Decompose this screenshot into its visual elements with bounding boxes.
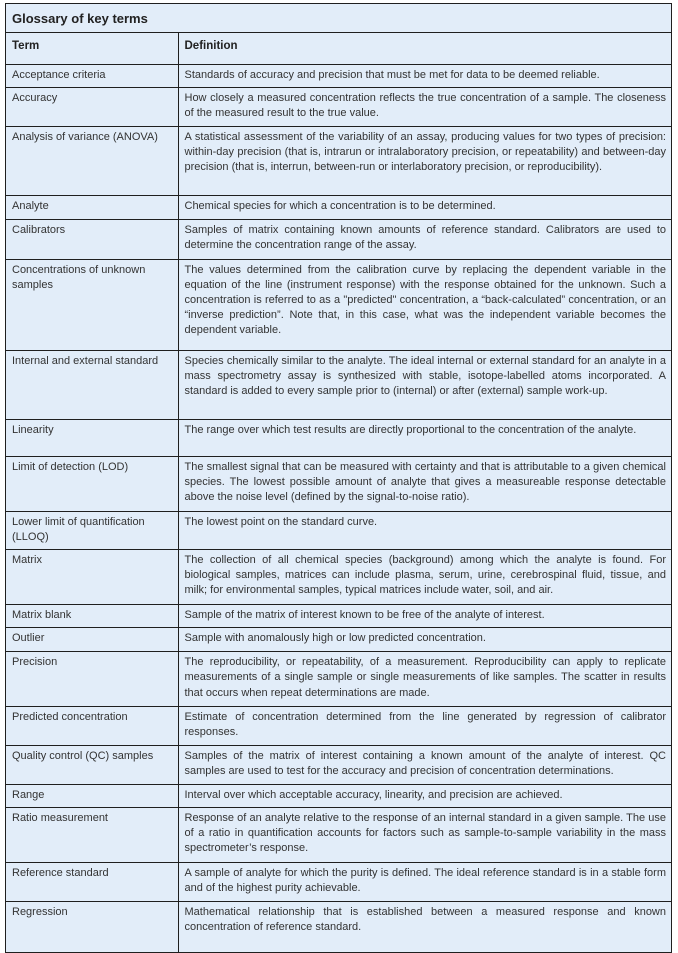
term-cell: Range xyxy=(6,784,178,807)
term-cell: Acceptance criteria xyxy=(6,65,178,88)
table-row xyxy=(6,745,671,784)
definition-cell: Sample of the matrix of interest known to be free of the analyte of interest. xyxy=(178,605,671,628)
term-cell: Matrix xyxy=(6,550,178,605)
definition-cell: The reproducibility, or repeatability, of a measurement. Reproducibility can apply to replicate measurements of a single sample or single measurements of like samples. The scatter in results that occurs when repeat determinations are made. xyxy=(178,652,671,707)
table-row xyxy=(6,511,671,549)
table-row xyxy=(6,784,671,807)
term-cell: Concentrations of unknown samples xyxy=(6,259,178,350)
term-cell: Reference standard xyxy=(6,862,178,901)
definition-cell: How closely a measured concentration reflects the true concentration of a sample. The closeness of the measured result to the true value. xyxy=(178,88,671,126)
term-cell: Ratio measurement xyxy=(6,807,178,862)
table-row xyxy=(6,65,671,88)
definition-cell: Mathematical relationship that is established between a measured response and known concentration of reference standard. xyxy=(178,901,671,952)
glossary-title: Glossary of key terms xyxy=(6,4,671,33)
term-cell: Outlier xyxy=(6,628,178,652)
term-cell: Predicted concentration xyxy=(6,707,178,745)
definition-cell: Species chemically similar to the analyte. The ideal internal or external standard for an analyte in a mass spectrometry assay is synthesized with stable, isotope-labelled atoms incorporated. A standard is added to every sample prior to (internal) or after (external) sample work-up. xyxy=(178,350,671,419)
table-row xyxy=(6,350,671,419)
definition-cell: Samples of matrix containing known amounts of reference standard. Calibrators are used to determine the concentration range of the assay. xyxy=(178,219,671,259)
term-cell: Analysis of variance (ANOVA) xyxy=(6,126,178,195)
definition-cell: The values determined from the calibration curve by replacing the dependent variable in the equation of the line (instrument response) with the response obtained for the unknown. Such a concentration is referred to as a "predicted" concentration, a “back-calculated” concentration, or an “inverse prediction”. Note that, in this case, what was the independent variable becomes the dependent variable. xyxy=(178,259,671,350)
definition-cell: A statistical assessment of the variability of an assay, producing values for two types of precision: within-day precision (that is, intrarun or intralaboratory precision, or repeatability) and between-day precision (that is, interrun, between-run or interlaboratory precision, or reproducibility). xyxy=(178,126,671,195)
glossary-box xyxy=(5,3,672,953)
definition-cell: The smallest signal that can be measured with certainty and that is attributable to a given chemical species. The lowest possible amount of analyte that gives a measureable response detectable above the noise level (defined by the signal-to-noise ratio). xyxy=(178,456,671,511)
term-cell: Internal and external standard xyxy=(6,350,178,419)
term-cell: Limit of detection (LOD) xyxy=(6,456,178,511)
header-definition: Definition xyxy=(184,40,238,52)
table-row xyxy=(6,652,671,707)
definition-cell: Estimate of concentration determined from the line generated by regression of calibrator responses. xyxy=(178,707,671,745)
table-row xyxy=(6,807,671,862)
term-cell: Regression xyxy=(6,901,178,952)
glossary-rows xyxy=(6,65,671,953)
table-row xyxy=(6,550,671,605)
table-row xyxy=(6,901,671,952)
term-cell: Accuracy xyxy=(6,88,178,126)
definition-cell: The collection of all chemical species (background) among which the analyte is found. For biological samples, matrices can include plasma, serum, urine, cerebrospinal fluid, tissue, and milk; for environmental samples, typical matrices include water, soil, and air. xyxy=(178,550,671,605)
definition-cell: Samples of the matrix of interest containing a known amount of the analyte of interest. QC samples are used to test for the accuracy and precision of concentration determinations. xyxy=(178,745,671,784)
definition-cell: A sample of analyte for which the purity is defined. The ideal reference standard is in a stable form and of the highest purity achievable. xyxy=(178,862,671,901)
definition-cell: Interval over which acceptable accuracy, linearity, and precision are achieved. xyxy=(178,784,671,807)
definition-cell: Chemical species for which a concentration is to be determined. xyxy=(178,195,671,219)
table-row xyxy=(6,605,671,628)
glossary-table xyxy=(6,33,671,952)
table-row xyxy=(6,707,671,745)
term-cell: Calibrators xyxy=(6,219,178,259)
table-row xyxy=(6,419,671,456)
header-term: Term xyxy=(6,33,178,65)
term-cell: Quality control (QC) samples xyxy=(6,745,178,784)
term-cell: Linearity xyxy=(6,419,178,456)
term-cell: Precision xyxy=(6,652,178,707)
term-cell: Matrix blank xyxy=(6,605,178,628)
term-cell: Analyte xyxy=(6,195,178,219)
table-row xyxy=(6,456,671,511)
definition-cell: Response of an analyte relative to the response of an internal standard in a given sample. The use of a ratio in quantification accounts for factors such as sample-to-sample variability in the mass spectrometer’s response. xyxy=(178,807,671,862)
table-row xyxy=(6,126,671,195)
term-cell: Lower limit of quantification (LLOQ) xyxy=(6,511,178,549)
table-row xyxy=(6,88,671,126)
table-row xyxy=(6,195,671,219)
table-row xyxy=(6,862,671,901)
table-row xyxy=(6,628,671,652)
definition-cell: The range over which test results are directly proportional to the concentration of the analyte. xyxy=(178,419,671,456)
header-row xyxy=(6,33,671,65)
definition-cell: Sample with anomalously high or low predicted concentration. xyxy=(178,628,671,652)
table-row xyxy=(6,259,671,350)
definition-cell: The lowest point on the standard curve. xyxy=(178,511,671,549)
table-row xyxy=(6,219,671,259)
definition-cell: Standards of accuracy and precision that must be met for data to be deemed reliable. xyxy=(178,65,671,88)
